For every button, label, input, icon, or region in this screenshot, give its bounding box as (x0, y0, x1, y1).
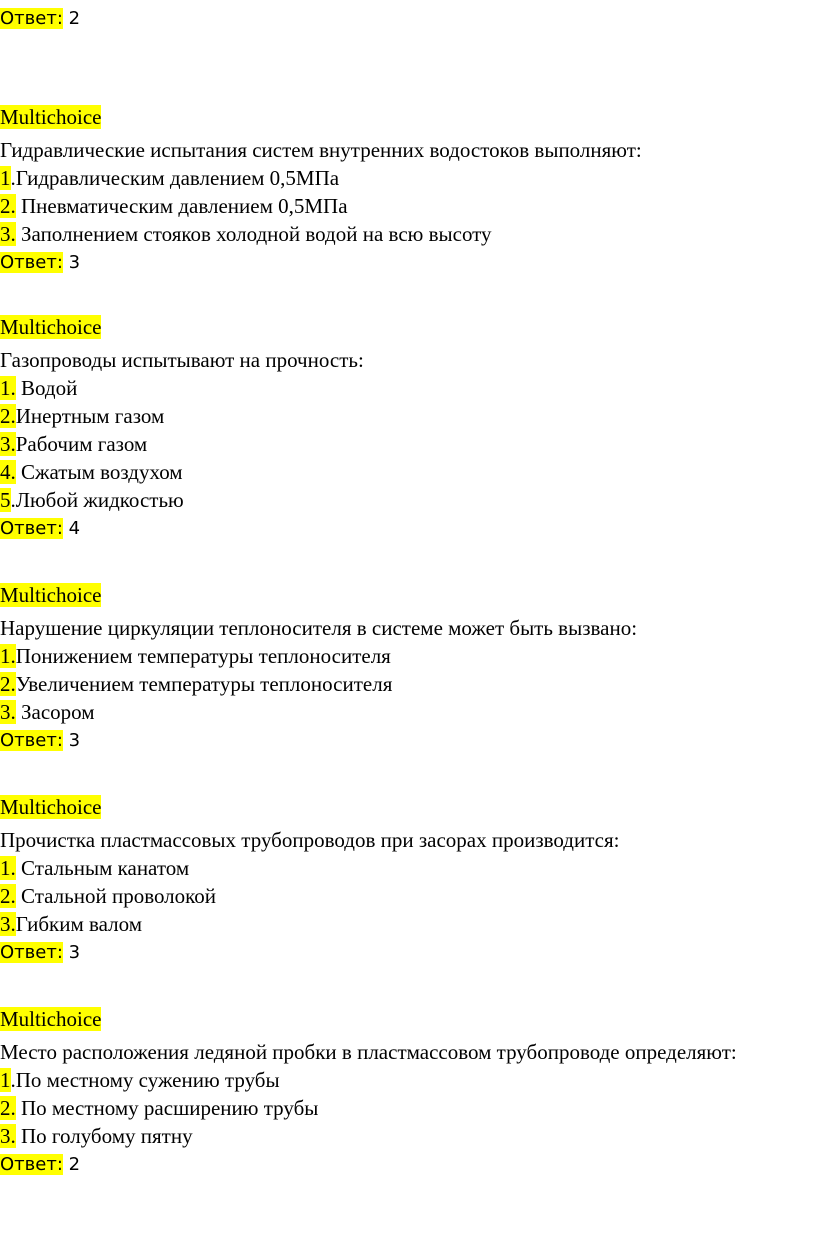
question-type-tag: Multichoice (0, 315, 102, 339)
question-type-tag: Multichoice (0, 1007, 102, 1031)
question-type-tag: Multichoice (0, 795, 102, 819)
question-type-tag: Multichoice (0, 583, 102, 607)
option-item: 3. Засором (0, 700, 95, 724)
option-item: 2. По местному расширению трубы (0, 1096, 319, 1120)
question-block (0, 1005, 810, 1177)
answer-label: Ответ: (0, 8, 63, 29)
question-block (0, 793, 810, 965)
option-item: 3. Заполнением стояков холодной водой на всю высоту (0, 222, 492, 246)
question-type-tag: Multichoice (0, 105, 102, 129)
option-item: 2. Стальной проволокой (0, 884, 217, 908)
option-item: 1.Гидравлическим давлением 0,5МПа (0, 166, 340, 190)
option-item: 1. Водой (0, 376, 78, 400)
option-item: 2. Пневматическим давлением 0,5МПа (0, 194, 348, 218)
option-item: 1. Стальным канатом (0, 856, 190, 880)
option-item: 4. Сжатым воздухом (0, 460, 183, 484)
question-text: Гидравлические испытания систем внутренних водостоков выполняют: (0, 138, 642, 162)
question-block (0, 581, 810, 753)
answer-line (0, 7, 810, 31)
option-item: 3.Гибким валом (0, 912, 143, 936)
option-item: 3. По голубому пятну (0, 1124, 193, 1148)
option-item: 1.По местному сужению трубы (0, 1068, 280, 1092)
question-text: Газопроводы испытывают на прочность: (0, 348, 364, 372)
option-item: 3.Рабочим газом (0, 432, 148, 456)
option-item: 5.Любой жидкостью (0, 488, 184, 512)
question-text: Место расположения ледяной пробки в пластмассовом трубопроводе определяют: (0, 1040, 737, 1064)
question-block (0, 103, 810, 275)
answer-line: Ответ: 3 (0, 252, 81, 273)
question-text: Прочистка пластмассовых трубопроводов при засорах производится: (0, 828, 620, 852)
answer-line: Ответ: 4 (0, 518, 81, 539)
answer-value: 2 (68, 8, 81, 29)
question-text: Нарушение циркуляции теплоносителя в системе может быть вызвано: (0, 616, 638, 640)
answer-line: Ответ: 3 (0, 730, 81, 751)
answer-line: Ответ: 2 (0, 1154, 81, 1175)
answer-line: Ответ: 3 (0, 942, 81, 963)
option-item: 2.Увеличением температуры теплоносителя (0, 672, 393, 696)
option-item: 1.Понижением температуры теплоносителя (0, 644, 391, 668)
option-item: 2.Инертным газом (0, 404, 165, 428)
question-block (0, 313, 810, 541)
